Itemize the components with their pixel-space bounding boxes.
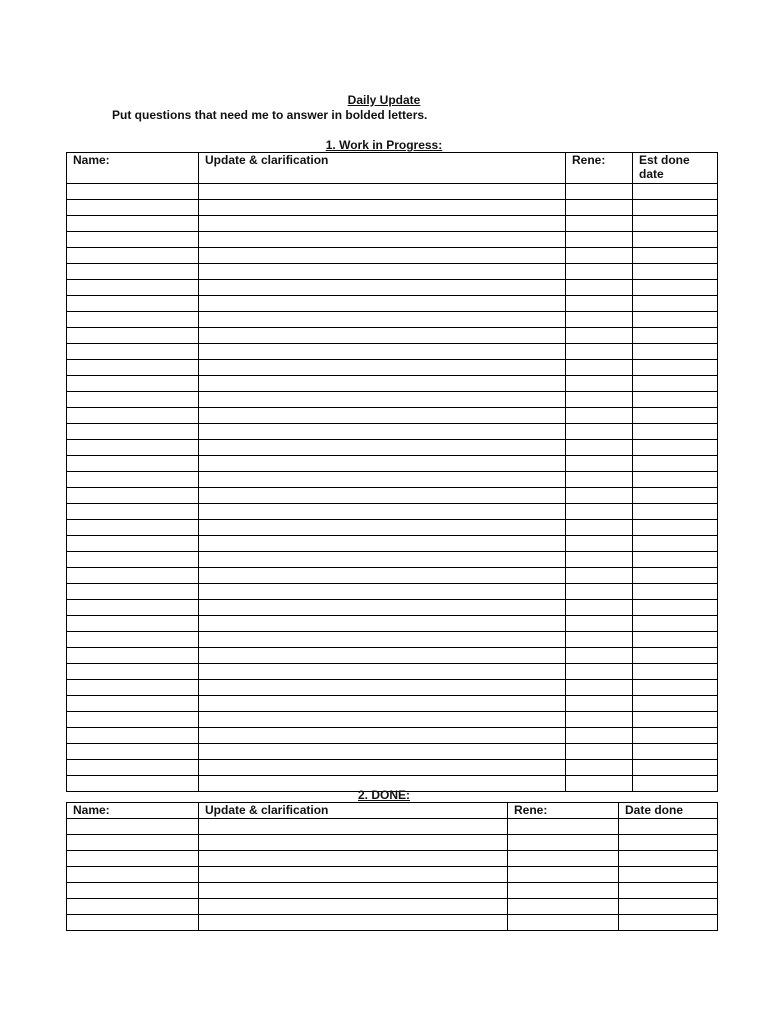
- table-row: [67, 899, 718, 915]
- table-cell[interactable]: [199, 200, 566, 216]
- table-row: [67, 664, 718, 680]
- instructions-text: Put questions that need me to answer in bolded letters.: [112, 108, 428, 122]
- table-cell[interactable]: [566, 392, 633, 408]
- table-cell[interactable]: [67, 760, 199, 776]
- table-cell[interactable]: [199, 328, 566, 344]
- table-cell[interactable]: [566, 424, 633, 440]
- table-cell[interactable]: [633, 440, 718, 456]
- table-cell[interactable]: [566, 488, 633, 504]
- table-cell[interactable]: [199, 216, 566, 232]
- table-cell[interactable]: [566, 568, 633, 584]
- column-header-rene: Rene:: [566, 153, 633, 184]
- table-cell[interactable]: [67, 883, 199, 899]
- table-cell[interactable]: [633, 568, 718, 584]
- table-cell[interactable]: [508, 851, 619, 867]
- table-cell[interactable]: [199, 712, 566, 728]
- table-cell[interactable]: [566, 280, 633, 296]
- table-cell[interactable]: [67, 360, 199, 376]
- table-row: [67, 819, 718, 835]
- table-cell[interactable]: [199, 744, 566, 760]
- table-cell[interactable]: [67, 712, 199, 728]
- table-cell[interactable]: [199, 248, 566, 264]
- table-row: [67, 264, 718, 280]
- table-cell[interactable]: [199, 760, 566, 776]
- document-title: Daily Update: [347, 93, 421, 107]
- table-row: [67, 248, 718, 264]
- table-cell[interactable]: [566, 200, 633, 216]
- table-cell[interactable]: [619, 883, 718, 899]
- table-cell[interactable]: [633, 232, 718, 248]
- table-cell[interactable]: [199, 488, 566, 504]
- table-cell[interactable]: [67, 867, 199, 883]
- table-cell[interactable]: [633, 648, 718, 664]
- table-cell[interactable]: [67, 344, 199, 360]
- table-cell[interactable]: [67, 504, 199, 520]
- table-cell[interactable]: [633, 728, 718, 744]
- table-cell[interactable]: [619, 851, 718, 867]
- table-cell[interactable]: [633, 504, 718, 520]
- table-cell[interactable]: [566, 376, 633, 392]
- table-cell[interactable]: [633, 584, 718, 600]
- table-cell[interactable]: [633, 632, 718, 648]
- table-cell[interactable]: [67, 216, 199, 232]
- table-row: [67, 648, 718, 664]
- table-row: [67, 312, 718, 328]
- table-cell[interactable]: [67, 915, 199, 931]
- table-cell[interactable]: [67, 680, 199, 696]
- table-cell[interactable]: [508, 899, 619, 915]
- table-cell[interactable]: [199, 440, 566, 456]
- table-cell[interactable]: [67, 664, 199, 680]
- table-cell[interactable]: [199, 616, 566, 632]
- table-cell[interactable]: [566, 712, 633, 728]
- table-cell[interactable]: [199, 835, 508, 851]
- table-row: [67, 232, 718, 248]
- table-cell[interactable]: [633, 488, 718, 504]
- table-row: [67, 504, 718, 520]
- table-cell[interactable]: [67, 568, 199, 584]
- table-cell[interactable]: [199, 851, 508, 867]
- table-cell[interactable]: [67, 584, 199, 600]
- table-row: [67, 760, 718, 776]
- table-cell[interactable]: [633, 472, 718, 488]
- table-cell[interactable]: [67, 440, 199, 456]
- table-cell[interactable]: [67, 744, 199, 760]
- table-cell[interactable]: [199, 296, 566, 312]
- table-cell[interactable]: [633, 264, 718, 280]
- table-cell[interactable]: [199, 568, 566, 584]
- table-row: [67, 632, 718, 648]
- table-cell[interactable]: [566, 232, 633, 248]
- table-row: [67, 728, 718, 744]
- table-cell[interactable]: [67, 184, 199, 200]
- table-cell[interactable]: [566, 744, 633, 760]
- table-row: [67, 456, 718, 472]
- table-row: [67, 424, 718, 440]
- table-cell[interactable]: [199, 584, 566, 600]
- table-cell[interactable]: [633, 616, 718, 632]
- table-cell[interactable]: [199, 680, 566, 696]
- table-cell[interactable]: [619, 835, 718, 851]
- table-cell[interactable]: [566, 536, 633, 552]
- work-in-progress-heading: 1. Work in Progress:: [325, 138, 443, 152]
- table-cell[interactable]: [199, 232, 566, 248]
- table-row: [67, 296, 718, 312]
- table-cell[interactable]: [566, 584, 633, 600]
- table-cell[interactable]: [67, 851, 199, 867]
- table-cell[interactable]: [67, 280, 199, 296]
- table-cell[interactable]: [566, 648, 633, 664]
- table-cell[interactable]: [67, 899, 199, 915]
- table-row: [67, 200, 718, 216]
- table-cell[interactable]: [199, 456, 566, 472]
- table-cell[interactable]: [566, 504, 633, 520]
- column-header-rene: Rene:: [508, 803, 619, 819]
- work-in-progress-table: [66, 152, 718, 792]
- column-header-name: Name:: [67, 153, 199, 184]
- table-row: [67, 392, 718, 408]
- table-row: [67, 568, 718, 584]
- table-row: [67, 216, 718, 232]
- table-cell[interactable]: [566, 696, 633, 712]
- table-cell[interactable]: [67, 392, 199, 408]
- table-cell[interactable]: [199, 915, 508, 931]
- table-cell[interactable]: [633, 536, 718, 552]
- table-cell[interactable]: [633, 680, 718, 696]
- table-cell[interactable]: [566, 360, 633, 376]
- table-cell[interactable]: [566, 184, 633, 200]
- table-cell[interactable]: [199, 184, 566, 200]
- table-cell[interactable]: [67, 408, 199, 424]
- table-cell[interactable]: [199, 600, 566, 616]
- table-row: [67, 280, 718, 296]
- table-cell[interactable]: [67, 536, 199, 552]
- table-cell[interactable]: [566, 456, 633, 472]
- table-cell[interactable]: [566, 632, 633, 648]
- table-cell[interactable]: [633, 392, 718, 408]
- table-row: [67, 536, 718, 552]
- table-row: [67, 867, 718, 883]
- table-cell[interactable]: [67, 296, 199, 312]
- table-cell[interactable]: [67, 312, 199, 328]
- table-cell[interactable]: [619, 915, 718, 931]
- table-cell[interactable]: [199, 899, 508, 915]
- table-cell[interactable]: [566, 296, 633, 312]
- table-cell[interactable]: [633, 696, 718, 712]
- table-cell[interactable]: [67, 424, 199, 440]
- table-row: [67, 883, 718, 899]
- table-cell[interactable]: [633, 200, 718, 216]
- table-cell[interactable]: [633, 456, 718, 472]
- table-cell[interactable]: [633, 520, 718, 536]
- table-cell[interactable]: [67, 835, 199, 851]
- table-cell[interactable]: [633, 760, 718, 776]
- table-cell[interactable]: [199, 472, 566, 488]
- table-cell[interactable]: [67, 696, 199, 712]
- table-row: [67, 744, 718, 760]
- table-cell[interactable]: [67, 328, 199, 344]
- table-cell[interactable]: [633, 248, 718, 264]
- table-cell[interactable]: [508, 835, 619, 851]
- table-cell[interactable]: [67, 248, 199, 264]
- table-cell[interactable]: [199, 280, 566, 296]
- table-row: [67, 835, 718, 851]
- table-cell[interactable]: [508, 819, 619, 835]
- table-cell[interactable]: [619, 819, 718, 835]
- table-cell[interactable]: [633, 184, 718, 200]
- table-header-row: [67, 803, 718, 819]
- table-cell[interactable]: [508, 915, 619, 931]
- table-cell[interactable]: [633, 360, 718, 376]
- table-cell[interactable]: [619, 899, 718, 915]
- table-cell[interactable]: [67, 456, 199, 472]
- table-row: [67, 552, 718, 568]
- done-table: [66, 802, 718, 931]
- table-cell[interactable]: [566, 520, 633, 536]
- table-cell[interactable]: [199, 392, 566, 408]
- table-row: [67, 851, 718, 867]
- table-cell[interactable]: [566, 344, 633, 360]
- column-header-update: Update & clarification: [199, 153, 566, 184]
- table-cell[interactable]: [633, 600, 718, 616]
- table-header-row: [67, 153, 718, 184]
- table-cell[interactable]: [199, 696, 566, 712]
- column-header-est-done-date: Est done date: [633, 153, 718, 184]
- table-cell[interactable]: [199, 504, 566, 520]
- table-row: [67, 616, 718, 632]
- table-cell[interactable]: [619, 867, 718, 883]
- table-cell[interactable]: [199, 664, 566, 680]
- table-cell[interactable]: [199, 264, 566, 280]
- table-row: [67, 696, 718, 712]
- table-cell[interactable]: [199, 536, 566, 552]
- table-cell[interactable]: [633, 328, 718, 344]
- table-cell[interactable]: [67, 488, 199, 504]
- table-cell[interactable]: [199, 632, 566, 648]
- table-cell[interactable]: [199, 728, 566, 744]
- table-cell[interactable]: [199, 424, 566, 440]
- table-cell[interactable]: [67, 616, 199, 632]
- table-row: [67, 680, 718, 696]
- table-cell[interactable]: [633, 744, 718, 760]
- table-row: [67, 712, 718, 728]
- table-cell[interactable]: [566, 760, 633, 776]
- table-cell[interactable]: [67, 232, 199, 248]
- table-row: [67, 472, 718, 488]
- table-cell[interactable]: [199, 520, 566, 536]
- table-cell[interactable]: [199, 819, 508, 835]
- table-cell[interactable]: [508, 883, 619, 899]
- table-cell[interactable]: [508, 867, 619, 883]
- table-cell[interactable]: [199, 344, 566, 360]
- table-cell[interactable]: [566, 248, 633, 264]
- table-cell[interactable]: [67, 648, 199, 664]
- table-cell[interactable]: [633, 664, 718, 680]
- done-heading: 2. DONE:: [357, 788, 410, 802]
- table-cell[interactable]: [199, 360, 566, 376]
- table-row: [67, 600, 718, 616]
- table-cell[interactable]: [566, 472, 633, 488]
- table-cell[interactable]: [566, 440, 633, 456]
- table-cell[interactable]: [633, 280, 718, 296]
- table-cell[interactable]: [566, 600, 633, 616]
- table-row: [67, 440, 718, 456]
- table-cell[interactable]: [633, 552, 718, 568]
- table-cell[interactable]: [566, 328, 633, 344]
- table-cell[interactable]: [199, 552, 566, 568]
- table-cell[interactable]: [67, 632, 199, 648]
- table-cell[interactable]: [67, 376, 199, 392]
- table-cell[interactable]: [67, 819, 199, 835]
- table-cell[interactable]: [67, 520, 199, 536]
- table-cell[interactable]: [633, 296, 718, 312]
- table-row: [67, 408, 718, 424]
- table-cell[interactable]: [67, 472, 199, 488]
- table-cell[interactable]: [566, 728, 633, 744]
- table-cell[interactable]: [566, 680, 633, 696]
- table-row: [67, 344, 718, 360]
- table-cell[interactable]: [67, 552, 199, 568]
- column-header-date-done: Date done: [619, 803, 718, 819]
- table-cell[interactable]: [633, 712, 718, 728]
- table-cell[interactable]: [67, 600, 199, 616]
- column-header-name: Name:: [67, 803, 199, 819]
- table-cell[interactable]: [199, 867, 508, 883]
- table-cell[interactable]: [566, 312, 633, 328]
- table-cell[interactable]: [633, 216, 718, 232]
- table-cell[interactable]: [566, 408, 633, 424]
- table-row: [67, 915, 718, 931]
- table-cell[interactable]: [566, 616, 633, 632]
- column-header-update: Update & clarification: [199, 803, 508, 819]
- table-cell[interactable]: [566, 552, 633, 568]
- table-cell[interactable]: [199, 408, 566, 424]
- table-row: [67, 328, 718, 344]
- table-cell[interactable]: [633, 344, 718, 360]
- table-cell[interactable]: [199, 883, 508, 899]
- table-cell[interactable]: [566, 216, 633, 232]
- table-row: [67, 184, 718, 200]
- table-row: [67, 360, 718, 376]
- table-row: [67, 488, 718, 504]
- table-cell[interactable]: [633, 424, 718, 440]
- table-cell[interactable]: [67, 728, 199, 744]
- table-cell[interactable]: [633, 408, 718, 424]
- table-cell[interactable]: [566, 664, 633, 680]
- table-cell[interactable]: [633, 376, 718, 392]
- table-cell[interactable]: [67, 264, 199, 280]
- table-cell[interactable]: [199, 376, 566, 392]
- table-cell[interactable]: [67, 200, 199, 216]
- table-cell[interactable]: [199, 312, 566, 328]
- table-row: [67, 520, 718, 536]
- table-row: [67, 584, 718, 600]
- table-cell[interactable]: [199, 648, 566, 664]
- table-cell[interactable]: [633, 312, 718, 328]
- table-row: [67, 376, 718, 392]
- table-cell[interactable]: [566, 264, 633, 280]
